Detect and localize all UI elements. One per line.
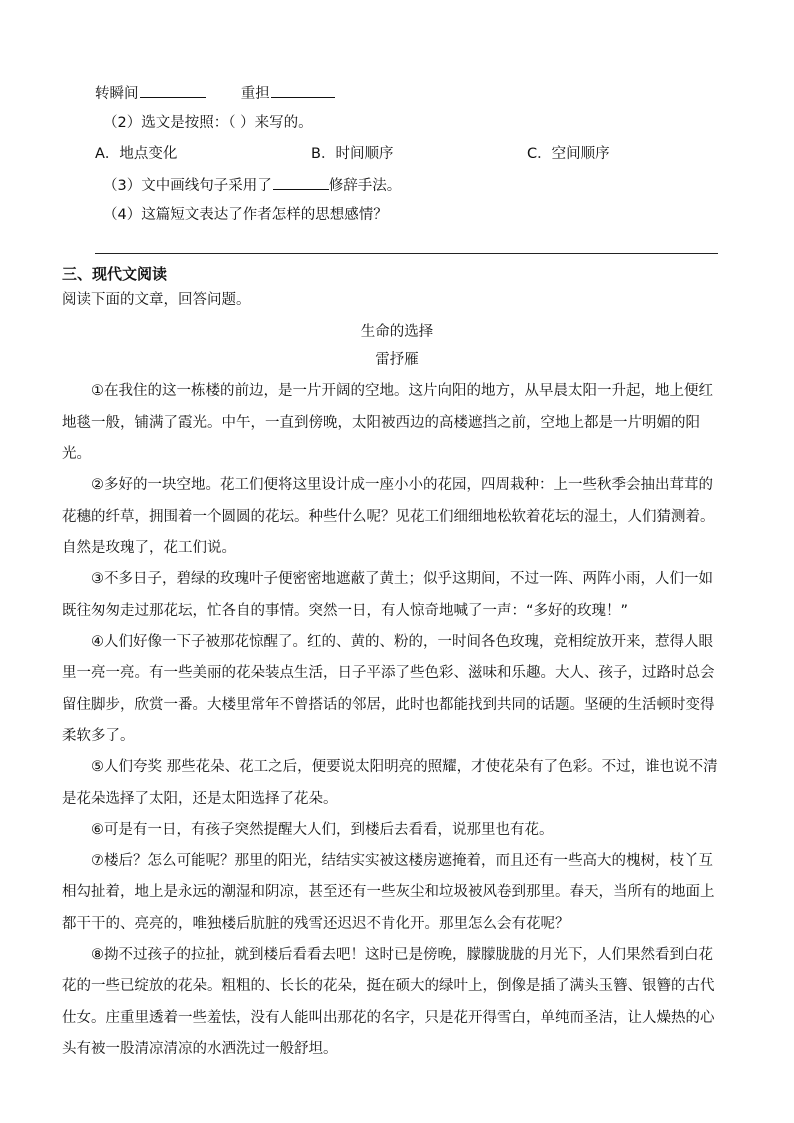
article-line: ⑤人们夸奖 那些花朵、花工之后，便要说太阳明亮的照耀，才使花朵有了色彩。不过，谁也说不清	[62, 759, 718, 775]
article-line: ③不多日子，碧绿的玫瑰叶子便密密地遮蔽了黄土；似乎这期间，不过一阵、两阵小雨，人们一如	[62, 571, 713, 587]
q1-answer-blank-1[interactable]	[140, 83, 206, 98]
article-title: 生命的选择	[360, 324, 434, 340]
q2-option-c[interactable]: C．空间顺序	[527, 146, 610, 162]
article-line: 都干干的、亮亮的，唯独楼后肮脏的残雪还迟迟不肯化开。那里怎么会有花呢？	[62, 916, 570, 932]
q3-prompt	[103, 175, 401, 196]
article-line: ⑧拗不过孩子的拉扯，就到楼后看看去吧！这时已是傍晚，朦朦胧胧的月光下，人们果然看到白花	[62, 947, 713, 963]
article-line: 留住脚步，欣赏一番。大楼里常年不曾搭话的邻居，此时也都能找到共同的话题。坚硬的生活顿时变得	[62, 697, 715, 713]
q1-word-1: 转瞬间	[95, 86, 139, 102]
article-line: 花穗的纤草，拥围着一个圆圆的花坛。种些什么呢？见花工们细细地松软着花坛的湿土，人们猜测着。	[62, 509, 715, 525]
article-line: 仕女。庄重里透着一些羞怯，没有人能叫出那花的名字，只是花开得雪白，单纯而圣洁，让人燥热的心	[62, 1010, 715, 1026]
article-line: 是花朵选择了太阳，还是太阳选择了花朵。	[62, 791, 338, 807]
article-line: 自然是玫瑰了，花工们说。	[62, 540, 236, 556]
article-line: ⑦楼后？怎么可能呢？那里的阳光，结结实实被这楼房遮掩着，而且还有一些高大的槐树，枝丫互	[62, 853, 713, 869]
article-line: 既往匆匆走过那花坛，忙各自的事情。突然一日，有人惊奇地喊了一声：“多好的玫瑰！”	[62, 603, 629, 619]
article-line: 柔软多了。	[62, 728, 135, 744]
q3-answer-blank[interactable]	[273, 175, 329, 190]
article-line: 地毯一般，铺满了霞光。中午，一直到傍晚，太阳被西边的高楼遮挡之前，空地上都是一片明媚的阳	[62, 415, 700, 431]
article-line: 光。	[62, 446, 91, 462]
article-line: 相勾扯着，地上是永远的潮湿和阴凉，甚至还有一些灰尘和垃圾被风卷到那里。春天，当所有的地面上	[62, 884, 715, 900]
q3-text-before: （3）文中画线句子采用了	[103, 178, 272, 194]
article-line: 头有被一股清凉清凉的水洒洗过一般舒坦。	[62, 1041, 338, 1057]
q2-option-b[interactable]: B．时间顺序	[311, 146, 394, 162]
article-author: 雷抒雁	[375, 352, 419, 368]
article-line: ⑥可是有一日，有孩子突然提醒大人们，到楼后去看看，说那里也有花。	[62, 822, 554, 838]
article-line: ④人们好像一下子被那花惊醒了。红的、黄的、粉的，一时间各色玫瑰，竞相绽放开来，惹得人眼	[62, 634, 713, 650]
section-instruction: 阅读下面的文章，回答问题。	[62, 292, 251, 308]
article-line: 里一亮一亮。有一些美丽的花朵装点生活，日子平添了些色彩、滋味和乐趣。大人、孩子，过路时总会	[62, 665, 715, 681]
q4-prompt: （4）这篇短文表达了作者怎样的思想感情？	[103, 207, 388, 223]
q1-word-2: 重担	[240, 86, 270, 102]
article-line: ②多好的一块空地。花工们便将这里设计成一座小小的花园，四周栽种：上一些秋季会抽出茸茸的	[62, 477, 713, 493]
article-line: 花的一些已绽放的花朵。粗粗的、长长的花朵，挺在硕大的绿叶上，倒像是插了满头玉簪、银簪的古代	[62, 978, 715, 994]
q1-row	[95, 83, 335, 104]
article-line: ①在我住的这一栋楼的前边，是一片开阔的空地。这片向阳的地方，从早晨太阳一升起，地上便红	[62, 383, 713, 399]
q1-answer-blank-2[interactable]	[271, 83, 335, 98]
q3-text-after: 修辞手法。	[328, 178, 402, 194]
section-heading: 三、现代文阅读	[62, 265, 168, 283]
q2-prompt: （2）选文是按照：（ ）来写的。	[103, 115, 313, 131]
q2-option-a[interactable]: A．地点变化	[95, 146, 178, 162]
q4-answer-line[interactable]	[95, 253, 718, 254]
